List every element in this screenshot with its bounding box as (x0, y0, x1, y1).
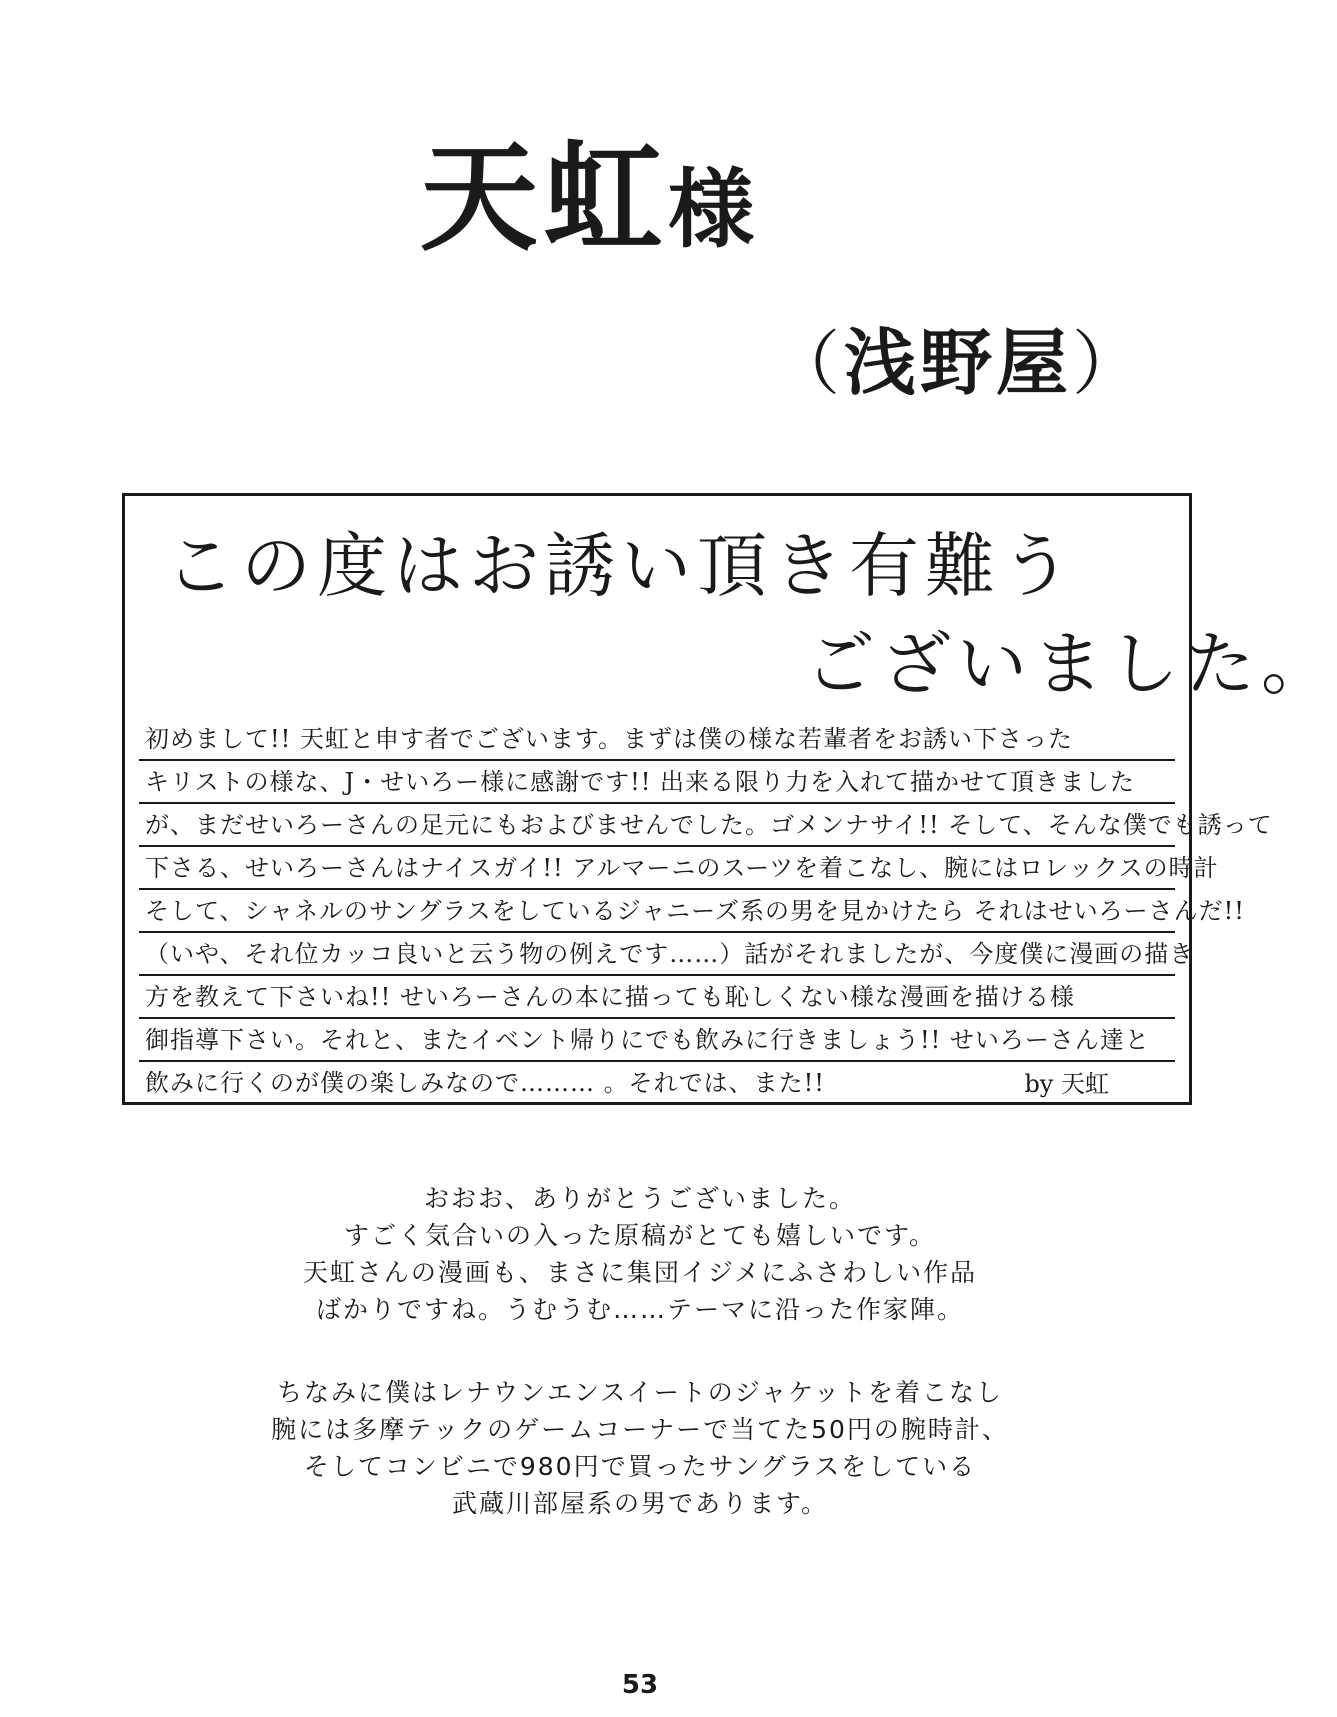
reply-line: ばかりですね。うむうむ……テーマに沿った作家陣。 (315, 1295, 964, 1324)
message-heading-line-2: ございました。 (805, 623, 1337, 705)
reply-line: ちなみに僕はレナウンエンスイートのジャケットを着こなし (276, 1378, 1003, 1407)
reply-line: すごく気合いの入った原稿がとても嬉しいです。 (343, 1221, 936, 1250)
editor-reply (0, 1180, 1280, 1522)
message-line: 御指導下さい。それと、またイベント帰りにでも飲みに行きましょう!! せいろーさん達と (139, 1019, 1175, 1062)
message-line: 飲みに行くのが僕の楽しみなので……… 。それでは、また!! (139, 1062, 1175, 1105)
circle-open-paren: （ (770, 323, 844, 405)
message-signature: by 天虹 (1024, 1070, 1109, 1098)
reply-line: 腕には多摩テックのゲームコーナーで当てた50円の腕時計、 (271, 1415, 1009, 1444)
message-line: が、まだせいろーさんの足元にもおよびませんでした。ゴメンナサイ!! そして、そんな僕でも誘って (139, 804, 1175, 847)
message-line: 方を教えて下さいね!! せいろーさんの本に描っても恥しくない様な漫画を描ける様 (139, 976, 1175, 1019)
artist-name-heading (420, 128, 754, 280)
page-number: 53 (621, 1670, 659, 1700)
reply-line: おおお、ありがとうございました。 (423, 1184, 856, 1213)
paragraph-gap (0, 1328, 1280, 1374)
message-line: 下さる、せいろーさんはナイスガイ!! アルマーニのスーツを着こなし、腕にはロレックスの時計 (139, 847, 1175, 890)
message-line: 初めまして!! 天虹と申す者でございます。まずは僕の様な若輩者をお誘い下さった (139, 718, 1175, 761)
message-line: キリストの様な、J・せいろー様に感謝です!! 出来る限り力を入れて描かせて頂きました (139, 761, 1175, 804)
circle-name-heading (770, 318, 1147, 408)
message-heading-line-1: この度はお誘い頂き有難う (165, 525, 1077, 607)
handwritten-message-box (122, 493, 1337, 1105)
reply-line: 天虹さんの漫画も、まさに集団イジメにふさわしい作品 (302, 1258, 978, 1287)
reply-line: 武蔵川部屋系の男であります。 (451, 1489, 828, 1518)
artist-title (420, 128, 940, 268)
artist-honorific: 様 (668, 160, 755, 260)
message-line: そして、シャネルのサングラスをしているジャニーズ系の男を見かけたら それはせいろーさんだ!! (139, 890, 1175, 933)
artist-name: 天虹 (420, 129, 669, 267)
circle-close-paren: ） (1072, 323, 1147, 405)
message-line: （いや、それ位カッコ良いと云う物の例えです……）話がそれましたが、今度僕に漫画の描き (139, 933, 1175, 976)
message-body (139, 718, 1273, 1105)
reply-line: そしてコンビニで980円で買ったサングラスをしている (303, 1452, 977, 1481)
circle-name: 浅野屋 (844, 321, 1073, 405)
